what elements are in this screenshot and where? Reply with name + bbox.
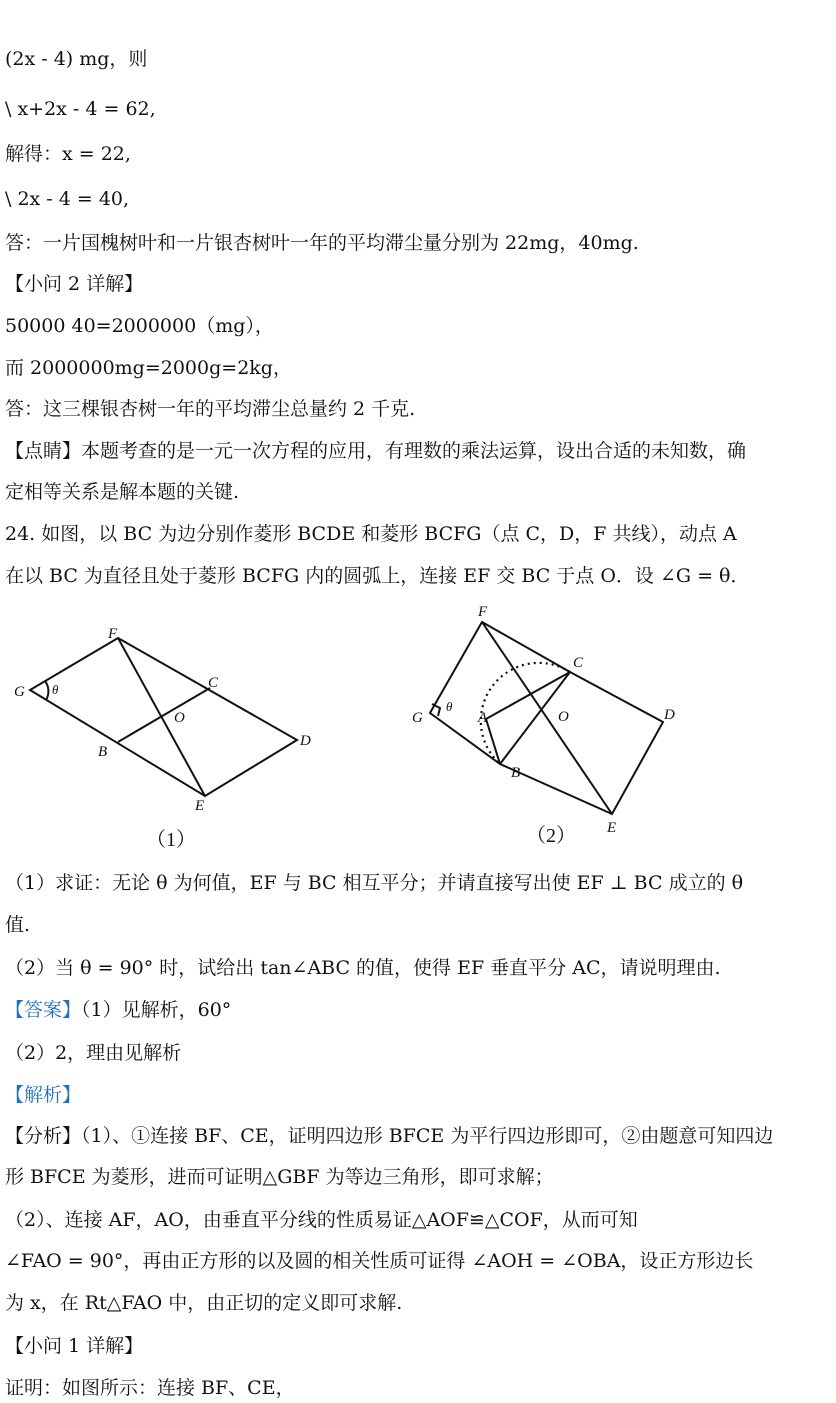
figure-2 — [400, 598, 700, 850]
analysis-line-4: ∠FAO = 90°，再由正方形的以及圆的相关性质可证得 ∠AOH = ∠OBA，设正方形边长 — [5, 1250, 754, 1272]
text-line-12: 24. 如图，以 BC 为边分别作菱形 BCDE 和菱形 BCFG（点 C，D，F 共线），动点 A — [5, 523, 737, 545]
label-b-1: B — [98, 744, 108, 760]
analysis-line-1: 【分析】（1）、①连接 BF、CE，证明四边形 BFCE 为平行四边形即可，②由题意可知四边 — [5, 1125, 774, 1147]
analysis-line-2: 形 BFCE 为菱形，进而可证明△GBF 为等边三角形，即可求解； — [5, 1166, 554, 1188]
question-line-2: 值. — [5, 914, 31, 936]
analysis-line-3: （2）、连接 AF，AO，由垂直平分线的性质易证△AOF≌△COF，从而可知 — [5, 1209, 638, 1231]
label-g-2: G — [412, 710, 423, 726]
label-theta-2: θ — [446, 699, 453, 714]
text-line-11: 定相等关系是解本题的关键. — [5, 481, 240, 503]
angle-arc-1 — [45, 681, 48, 700]
label-e-2: E — [607, 820, 617, 836]
text-line-1: (2x - 4) mg，则 — [5, 48, 148, 70]
text-line-9: 答：这三棵银杏树一年的平均滞尘总量约 2 千克. — [5, 398, 416, 420]
text-line-2: \ x+2x - 4 = 62, — [5, 98, 156, 120]
label-c-2: C — [573, 655, 584, 671]
answer-line — [5, 997, 231, 1023]
label-g-1: G — [14, 684, 25, 700]
text-line-4: \ 2x - 4 = 40, — [5, 188, 130, 210]
analysis-line-6: 【小问 1 详解】 — [5, 1335, 144, 1357]
label-o-2: O — [558, 709, 569, 725]
text-line-5: 答：一片国槐树叶和一片银杏树叶一年的平均滞尘量分别为 22mg，40mg. — [5, 232, 639, 254]
caption-1: （1） — [146, 829, 196, 851]
label-f-2: F — [478, 604, 488, 620]
segment-bc-1 — [118, 688, 210, 742]
text-line-8: 而 2000000mg=2000g=2kg， — [5, 357, 292, 379]
label-o-1: O — [174, 710, 185, 726]
analysis-label: 【解析】 — [5, 1084, 82, 1106]
label-a-2: A — [478, 710, 488, 726]
label-d-1: D — [300, 733, 311, 749]
text-line-6: 【小问 2 详解】 — [5, 273, 144, 295]
label-e-1: E — [195, 798, 205, 814]
question-line-3: （2）当 θ = 90° 时，试给出 tan∠ABC 的值，使得 EF 垂直平分 AC，请说明理由. — [5, 957, 721, 979]
figure-1 — [0, 620, 340, 855]
question-line-1: （1）求证：无论 θ 为何值，EF 与 BC 相互平分；并请直接写出使 EF ⊥ BC 成立的 θ — [5, 872, 744, 894]
text-line-13: 在以 BC 为直径且处于菱形 BCFG 内的圆弧上，连接 EF 交 BC 于点 O．设 ∠G = θ． — [5, 565, 750, 587]
analysis-line-5: 为 x，在 Rt△FAO 中，由正切的定义即可求解. — [5, 1292, 403, 1314]
analysis-line-7: 证明：如图所示：连接 BF、CE， — [5, 1377, 295, 1399]
text-line-3: 解得：x = 22, — [5, 143, 131, 165]
caption-2: （2） — [526, 825, 576, 847]
label-f-1: F — [108, 626, 118, 642]
rhombus-outline-1 — [30, 638, 297, 796]
text-line-7: 50000 40=2000000（mg）， — [5, 315, 274, 337]
label-b-2: B — [511, 765, 521, 781]
label-theta-1: θ — [52, 682, 59, 697]
answer-label: 【答案】 — [5, 999, 82, 1021]
text-line-10: 【点睛】本题考查的是一元一次方程的应用，有理数的乘法运算，设出合适的未知数，确 — [5, 440, 747, 462]
label-c-1: C — [208, 675, 219, 691]
label-d-2: D — [664, 707, 675, 723]
answer-text: （1）见解析，60° — [81, 999, 232, 1021]
answer-line-2: （2）2，理由见解析 — [5, 1042, 182, 1064]
